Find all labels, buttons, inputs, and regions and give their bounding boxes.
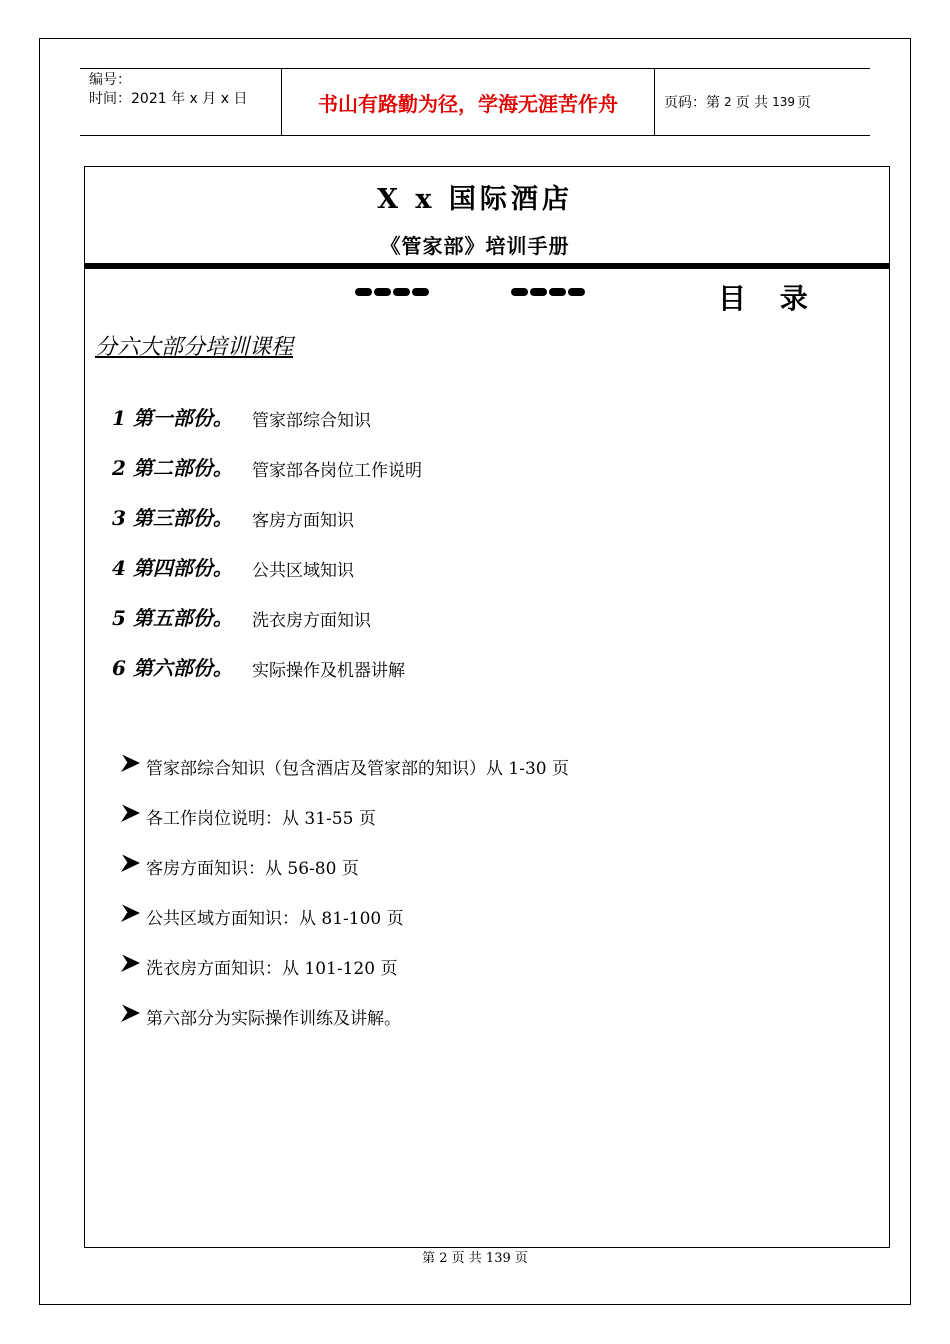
bullet-text: 客房方面知识：从 56-80 页 (146, 859, 359, 879)
part-description: 洗衣房方面知识 (252, 611, 371, 631)
header-page-info (655, 69, 870, 135)
arrow-bullet-icon (118, 752, 146, 774)
dash-ornament-left (355, 288, 429, 296)
list-item (112, 652, 422, 702)
arrow-bullet-icon (118, 852, 146, 874)
list-item (118, 1002, 569, 1052)
parts-list (112, 402, 422, 702)
list-item (118, 952, 569, 1002)
page-number: 2 (724, 95, 732, 109)
part-label: 4 第四部份。 (112, 556, 233, 580)
arrow-bullet-icon (118, 802, 146, 824)
part-label: 1 第一部份。 (112, 406, 233, 430)
bullet-text: 第六部分为实际操作训练及讲解。 (146, 1009, 401, 1029)
time-label: 时间：2021 年 x 月 x 日 (89, 91, 248, 107)
dash-ornament-right (511, 288, 585, 296)
page-prefix: 页码：第 (664, 95, 720, 111)
toc-title: 目 录 (718, 282, 820, 315)
bullet-text: 洗衣房方面知识：从 101-120 页 (146, 959, 398, 979)
course-subtitle: 分六大部分培训课程 (95, 335, 294, 360)
page-header (80, 68, 870, 136)
title-divider (85, 263, 889, 269)
list-item (112, 402, 422, 452)
part-description: 公共区域知识 (252, 561, 354, 581)
arrow-bullet-icon (118, 902, 146, 924)
list-item (112, 502, 422, 552)
part-label: 5 第五部份。 (112, 606, 233, 630)
header-meta (80, 69, 282, 135)
list-item (118, 852, 569, 902)
bullet-text: 各工作岗位说明：从 31-55 页 (146, 809, 376, 829)
arrow-bullet-icon (118, 1002, 146, 1024)
content-frame (84, 166, 890, 1248)
page-range-list (118, 752, 569, 1052)
list-item (112, 552, 422, 602)
manual-title: 《管家部》培训手册 (380, 234, 570, 258)
part-description: 客房方面知识 (252, 511, 354, 531)
bullet-text: 公共区域方面知识：从 81-100 页 (146, 909, 404, 929)
list-item (112, 602, 422, 652)
page-footer: 第 2 页 共 139 页 (422, 1251, 528, 1266)
page-mid: 页 共 (735, 95, 769, 111)
hotel-name: X x 国际酒店 (377, 184, 573, 215)
list-item (118, 902, 569, 952)
list-item (118, 752, 569, 802)
bullet-text: 管家部综合知识（包含酒店及管家部的知识）从 1-30 页 (146, 759, 569, 779)
header-motto: 书山有路勤为径，学海无涯苦作舟 (282, 69, 655, 135)
part-label: 2 第二部份。 (112, 456, 233, 480)
part-label: 3 第三部份。 (112, 506, 233, 530)
page-suffix: 页 (797, 95, 811, 111)
page-total: 139 (772, 95, 795, 109)
list-item (118, 802, 569, 852)
list-item (112, 452, 422, 502)
part-label: 6 第六部份。 (112, 656, 233, 680)
part-description: 管家部各岗位工作说明 (252, 461, 422, 481)
arrow-bullet-icon (118, 952, 146, 974)
part-description: 实际操作及机器讲解 (252, 661, 405, 681)
number-label: 编号： (89, 72, 131, 88)
part-description: 管家部综合知识 (252, 411, 371, 431)
